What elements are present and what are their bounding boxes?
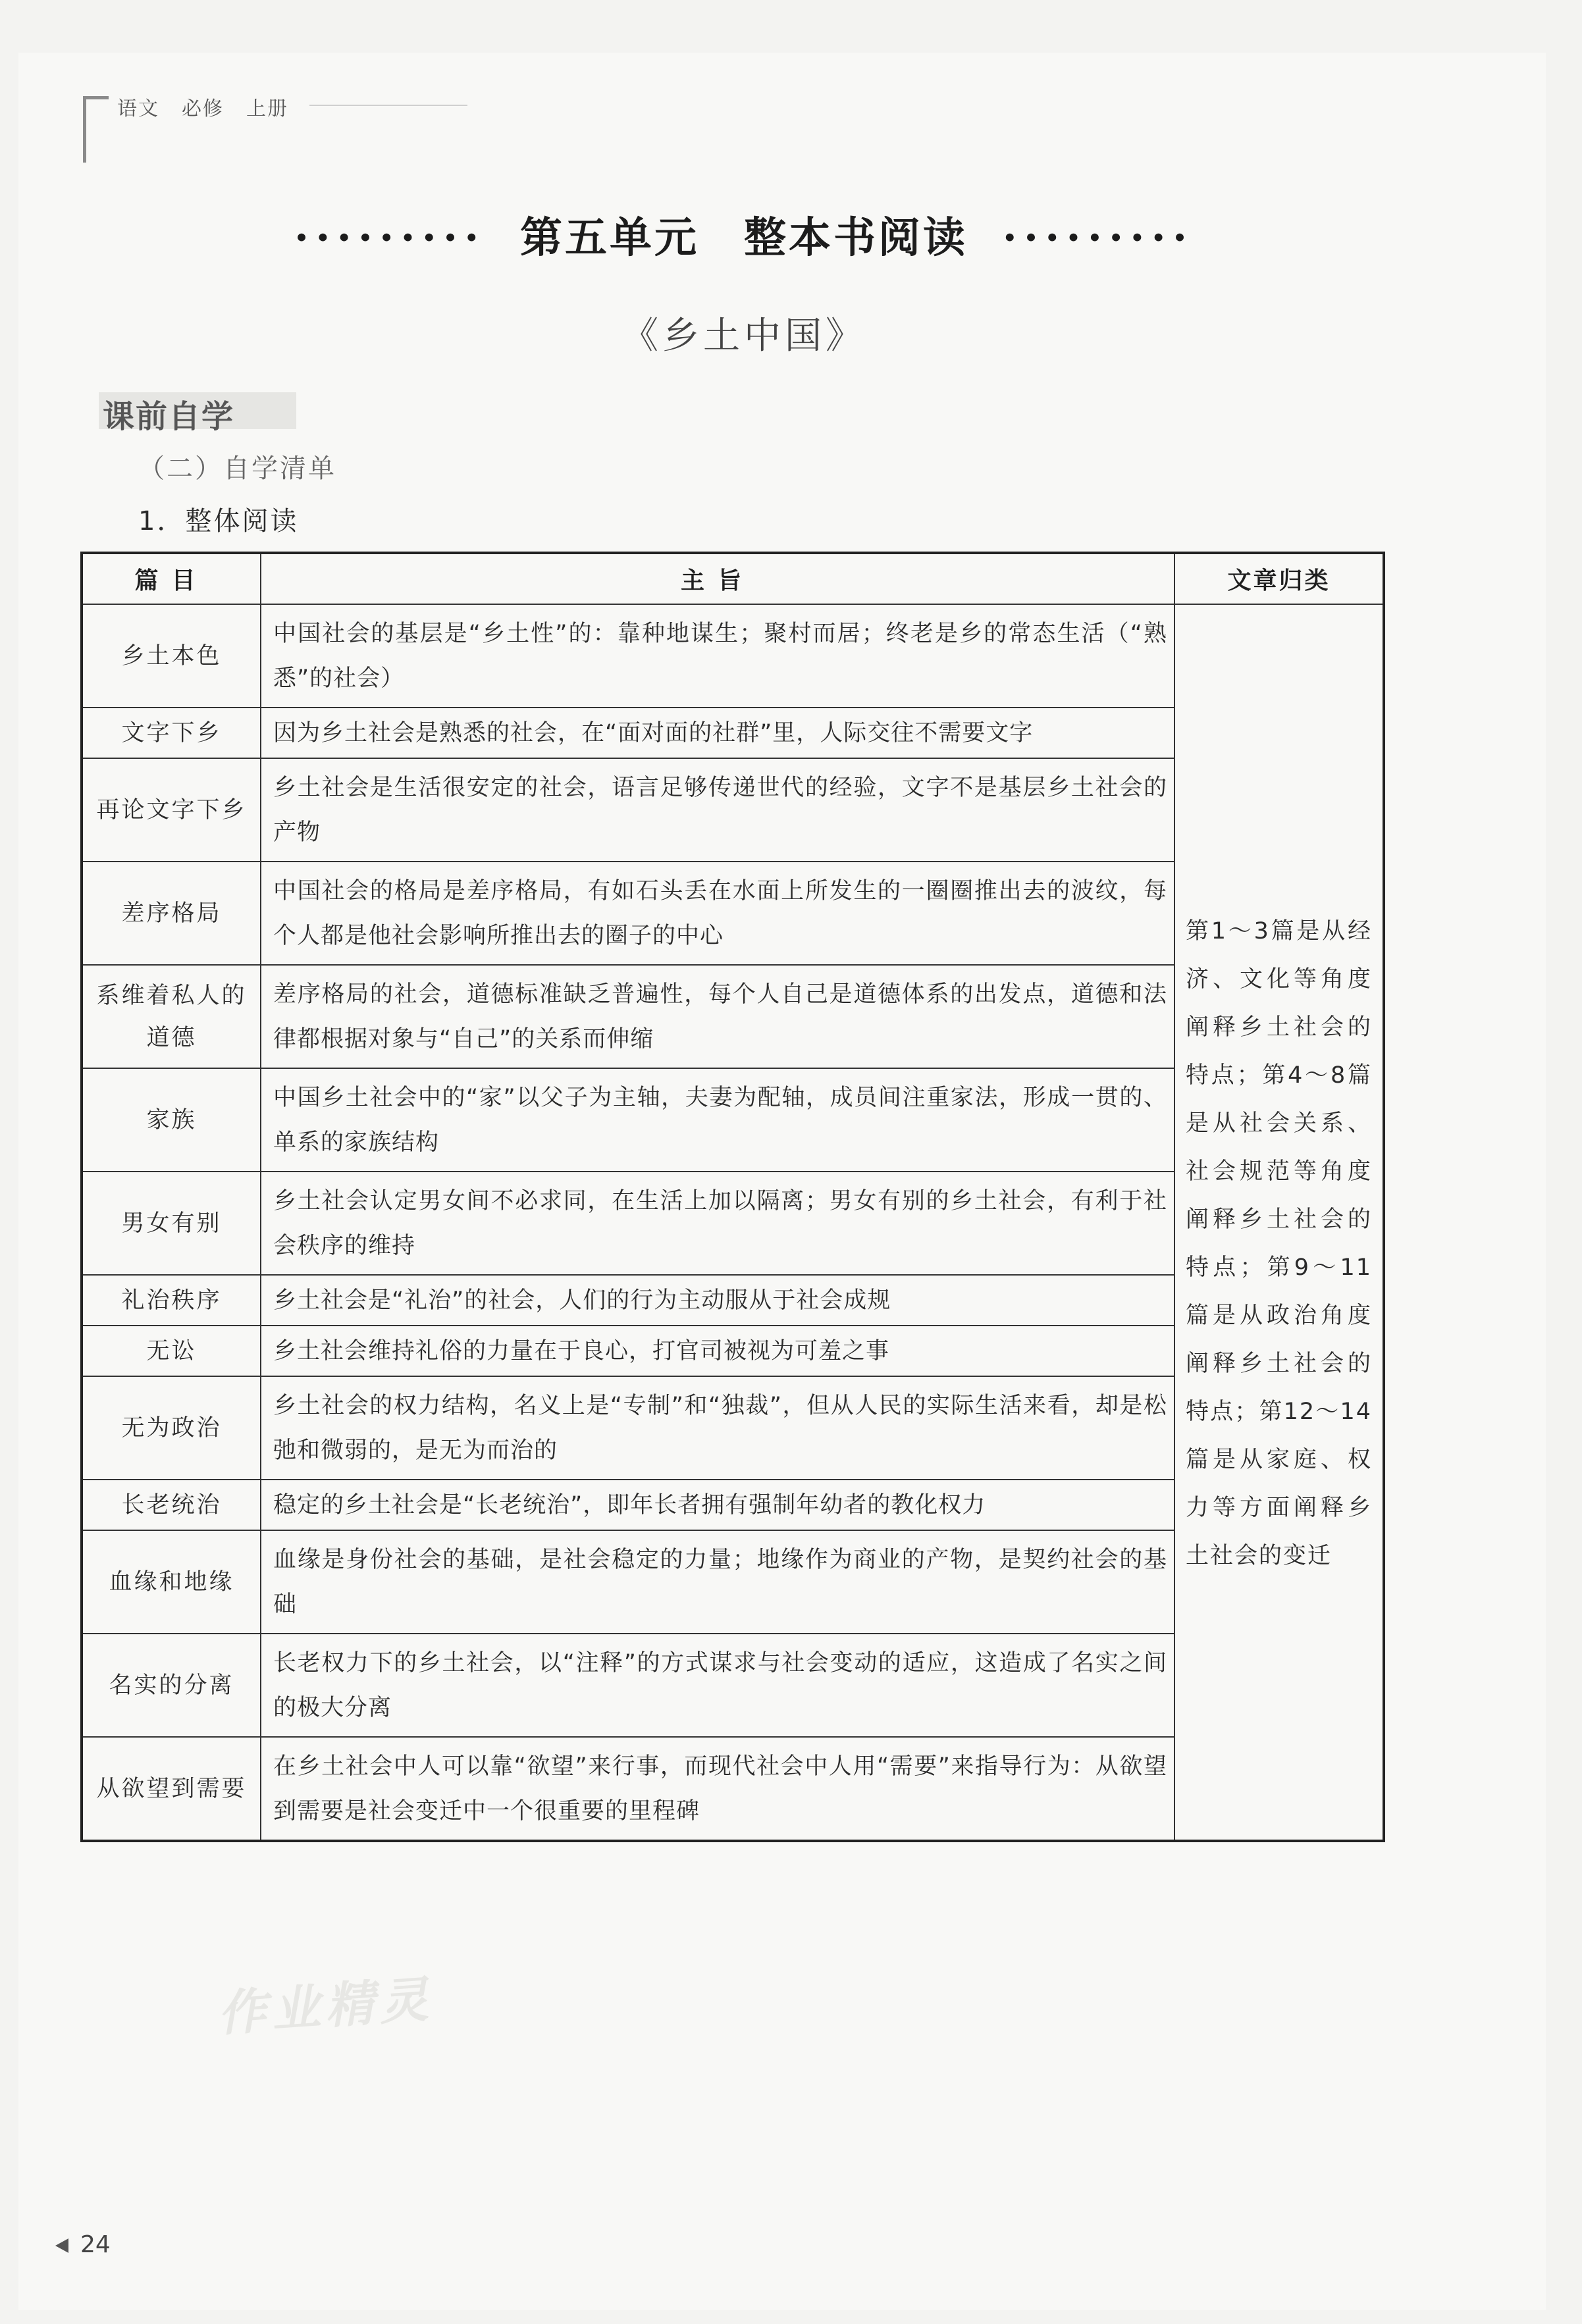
item-heading: 1．整体阅读 bbox=[138, 506, 299, 536]
chapter-name: 无为政治 bbox=[82, 1376, 261, 1480]
chapter-name: 男女有别 bbox=[82, 1172, 261, 1275]
header-theme: 主旨 bbox=[261, 553, 1174, 604]
chapter-theme: 血缘是身份社会的基础，是社会稳定的力量；地缘作为商业的产物，是契约社会的基础 bbox=[261, 1530, 1174, 1634]
chapter-theme: 稳定的乡土社会是“长老统治”，即年长者拥有强制年幼者的教化权力 bbox=[261, 1480, 1174, 1530]
chapter-name: 礼治秩序 bbox=[82, 1275, 261, 1326]
chapter-theme: 因为乡土社会是熟悉的社会，在“面对面的社群”里，人际交往不需要文字 bbox=[261, 708, 1174, 758]
header-rule bbox=[309, 105, 467, 106]
table-header-row bbox=[82, 553, 1384, 604]
title-dots-left: ········· bbox=[294, 213, 486, 263]
header-bracket-decoration bbox=[83, 96, 109, 163]
section-heading: 课前自学 bbox=[103, 398, 235, 435]
chapter-name: 家族 bbox=[82, 1068, 261, 1172]
chapter-theme: 在乡土社会中人可以靠“欲望”来行事，而现代社会中人用“需要”来指导行为：从欲望到需要是社会变迁中一个很重要的里程碑 bbox=[261, 1737, 1174, 1841]
header-subject: 语文 bbox=[117, 97, 159, 120]
chapter-theme: 乡土社会的权力结构，名义上是“专制”和“独裁”，但从人民的实际生活来看，却是松弛和微弱的，是无为而治的 bbox=[261, 1376, 1174, 1480]
page-footer bbox=[55, 2231, 111, 2258]
subsection-heading: （二）自学清单 bbox=[138, 453, 336, 484]
chapter-name: 再论文字下乡 bbox=[82, 758, 261, 862]
chapter-theme: 乡土社会是生活很安定的社会，语言足够传递世代的经验，文字不是基层乡土社会的产物 bbox=[261, 758, 1174, 862]
watermark-logo: 作业精灵 bbox=[215, 1971, 436, 2043]
running-header bbox=[117, 92, 288, 121]
chapter-theme: 中国社会的基层是“乡土性”的：靠种地谋生；聚村而居；终老是乡的常态生活（“熟悉”的社会） bbox=[261, 604, 1174, 708]
chapter-theme: 中国社会的格局是差序格局，有如石头丢在水面上所发生的一圈圈推出去的波纹，每个人都是他社会影响所推出去的圈子的中心 bbox=[261, 862, 1174, 965]
chapter-name: 血缘和地缘 bbox=[82, 1530, 261, 1634]
chapter-theme: 乡土社会是“礼治”的社会，人们的行为主动服从于社会成规 bbox=[261, 1275, 1174, 1326]
header-volume: 上册 bbox=[246, 97, 288, 120]
chapter-name: 长老统治 bbox=[82, 1480, 261, 1530]
chapter-theme: 乡土社会认定男女间不必求同，在生活上加以隔离；男女有别的乡土社会，有利于社会秩序的维持 bbox=[261, 1172, 1174, 1275]
header-chapter: 篇目 bbox=[82, 553, 261, 604]
unit-title-text: 第五单元 整本书阅读 bbox=[520, 213, 968, 263]
chapter-theme: 长老权力下的乡土社会，以“注释”的方式谋求与社会变动的适应，这造成了名实之间的极大分离 bbox=[261, 1634, 1174, 1737]
chapter-name: 乡土本色 bbox=[82, 604, 261, 708]
book-title: 《乡土中国》 bbox=[621, 315, 866, 357]
page-arrow-icon bbox=[55, 2238, 68, 2253]
chapter-name: 文字下乡 bbox=[82, 708, 261, 758]
chapter-theme: 乡土社会维持礼俗的力量在于良心，打官司被视为可羞之事 bbox=[261, 1326, 1174, 1376]
header-category: 文章归类 bbox=[1174, 553, 1384, 604]
reading-table bbox=[80, 552, 1385, 1842]
table-row bbox=[82, 604, 1384, 708]
header-course: 必修 bbox=[182, 97, 224, 120]
unit-title bbox=[0, 204, 1488, 265]
page-number: 24 bbox=[80, 2231, 111, 2258]
chapter-name: 从欲望到需要 bbox=[82, 1737, 261, 1841]
chapter-theme: 中国乡土社会中的“家”以父子为主轴，夫妻为配轴，成员间注重家法，形成一贯的、单系的家族结构 bbox=[261, 1068, 1174, 1172]
chapter-name: 无讼 bbox=[82, 1326, 261, 1376]
chapter-name: 系维着私人的道德 bbox=[82, 965, 261, 1068]
title-dots-right: ········· bbox=[1002, 213, 1194, 263]
chapter-name: 名实的分离 bbox=[82, 1634, 261, 1737]
chapter-name: 差序格局 bbox=[82, 862, 261, 965]
category-text: 第1～3篇是从经济、文化等角度阐释乡土社会的特点；第4～8篇是从社会关系、社会规范等角度阐释乡土社会的特点；第9～11篇是从政治角度阐释乡土社会的特点；第12～14篇是从家庭、权力等方面阐释乡土社会的变迁 bbox=[1186, 918, 1372, 1569]
chapter-theme: 差序格局的社会，道德标准缺乏普遍性，每个人自己是道德体系的出发点，道德和法律都根据对象与“自己”的关系而伸缩 bbox=[261, 965, 1174, 1068]
category-summary bbox=[1174, 604, 1384, 1841]
